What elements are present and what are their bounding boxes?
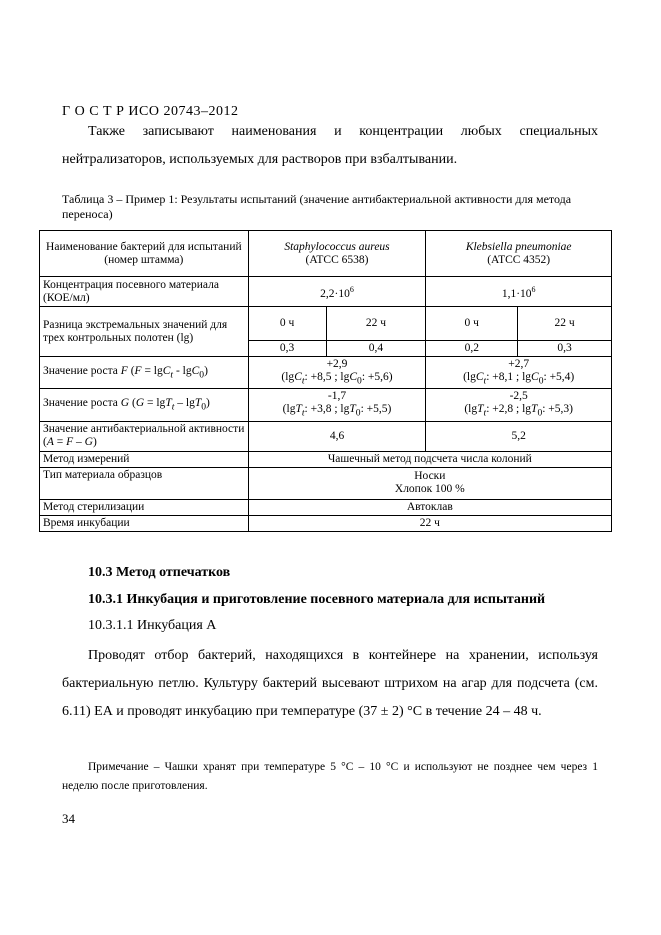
document-header: Г О С Т Р ИСО 20743–2012 bbox=[62, 104, 239, 119]
sa-hour-0: 0 ч bbox=[248, 307, 326, 341]
sa-diff-22: 0,4 bbox=[326, 341, 426, 357]
table-row-method bbox=[40, 451, 612, 467]
sa-diff-0: 0,3 bbox=[248, 341, 326, 357]
kp-hour-0: 0 ч bbox=[426, 307, 518, 341]
material-label: Тип материала образцов bbox=[40, 467, 249, 499]
subsection-heading: 10.3.1 Инкубация и приготовление посевного материала для испытаний bbox=[88, 592, 546, 607]
sa-strain: (ATCC 6538) bbox=[305, 253, 369, 266]
table-row-difference-hours bbox=[40, 307, 612, 341]
page-number: 34 bbox=[62, 811, 75, 826]
kp-diff-0: 0,2 bbox=[426, 341, 518, 357]
incubation-value: 22 ч bbox=[248, 515, 611, 531]
subsubsection-heading: 10.3.1.1 Инкубация А bbox=[88, 618, 217, 633]
table-header-row bbox=[40, 231, 612, 277]
sterilization-label: Метод стерилизации bbox=[40, 499, 249, 515]
header-staphylococcus bbox=[248, 231, 426, 277]
table-row-growth-f bbox=[40, 357, 612, 389]
table-row-activity bbox=[40, 421, 612, 451]
sterilization-value: Автоклав bbox=[248, 499, 611, 515]
table-row-incubation bbox=[40, 515, 612, 531]
growth-f-label: Значение роста F (F = lgC$_t$ - lgC$_0$) bbox=[40, 357, 249, 389]
kp-growth-f: +2,7 (lgC$_t$: +8,1 ; lgC$_0$: +5,4) bbox=[426, 357, 612, 389]
kp-hour-22: 22 ч bbox=[518, 307, 612, 341]
incubation-label: Время инкубации bbox=[40, 515, 249, 531]
header-klebsiella bbox=[426, 231, 612, 277]
sa-activity: 4,6 bbox=[248, 421, 426, 451]
table-row-growth-g bbox=[40, 389, 612, 421]
concentration-label: Концентрация посевного материала (КОЕ/мл) bbox=[40, 277, 249, 307]
difference-label: Разница экстремальных значений для трех контрольных полотен (lg) bbox=[40, 307, 249, 357]
growth-g-label: Значение роста G (G = lgT$_t$ – lgT$_0$) bbox=[40, 389, 249, 421]
table-row-sterilization bbox=[40, 499, 612, 515]
method-value: Чашечный метод подсчета числа колоний bbox=[248, 451, 611, 467]
sa-hour-22: 22 ч bbox=[326, 307, 426, 341]
section-heading: 10.3 Метод отпечатков bbox=[88, 565, 231, 580]
method-label: Метод измерений bbox=[40, 451, 249, 467]
kp-diff-22: 0,3 bbox=[518, 341, 612, 357]
sa-growth-g: -1,7 (lgT$_t$: +3,8 ; lgT$_0$: +5,5) bbox=[248, 389, 426, 421]
results-table bbox=[39, 230, 612, 532]
intro-paragraph: Также записывают наименования и концентрации любых специальных нейтрализаторов, используемых для растворов при взбалтывании. bbox=[62, 124, 598, 167]
kp-concentration: $1,1\cdot 10^6$ bbox=[426, 277, 612, 307]
sa-growth-f: +2,9 (lgC$_t$: +8,5 ; lgC$_0$: +5,6) bbox=[248, 357, 426, 389]
header-bacteria-label: Наименование бактерий для испытаний (номер штамма) bbox=[40, 231, 249, 277]
kp-activity: 5,2 bbox=[426, 421, 612, 451]
activity-label: Значение антибактериальной активности (A = F – G) bbox=[40, 421, 249, 451]
table-row-concentration bbox=[40, 277, 612, 307]
kp-growth-g: -2,5 (lgT$_t$: +2,8 ; lgT$_0$: +5,3) bbox=[426, 389, 612, 421]
table-row-material bbox=[40, 467, 612, 499]
sa-name: Staphylococcus aureus bbox=[284, 240, 390, 253]
table-caption: Таблица 3 – Пример 1: Результаты испытаний (значение антибактериальной активности для метода переноса) bbox=[62, 192, 572, 221]
material-value: Носки Хлопок 100 % bbox=[248, 467, 611, 499]
body-paragraph: Проводят отбор бактерий, находящихся в контейнере на хранении, используя бактериальную петлю. Культуру бактерий высевают штрихом на агар для подсчета (см. 6.11) ЕА и проводят инкубацию при температуре (37 ± 2) °С в течение 24 – 48 ч. bbox=[62, 648, 598, 719]
kp-name: Klebsiella pneumoniae bbox=[465, 240, 572, 253]
kp-strain: (ATCC 4352) bbox=[487, 253, 551, 266]
note-paragraph: Примечание – Чашки хранят при температуре 5 °С – 10 °С и используют не позднее чем через 1 неделю после приготовления. bbox=[62, 761, 598, 792]
sa-concentration: $2,2\cdot 10^6$ bbox=[248, 277, 426, 307]
